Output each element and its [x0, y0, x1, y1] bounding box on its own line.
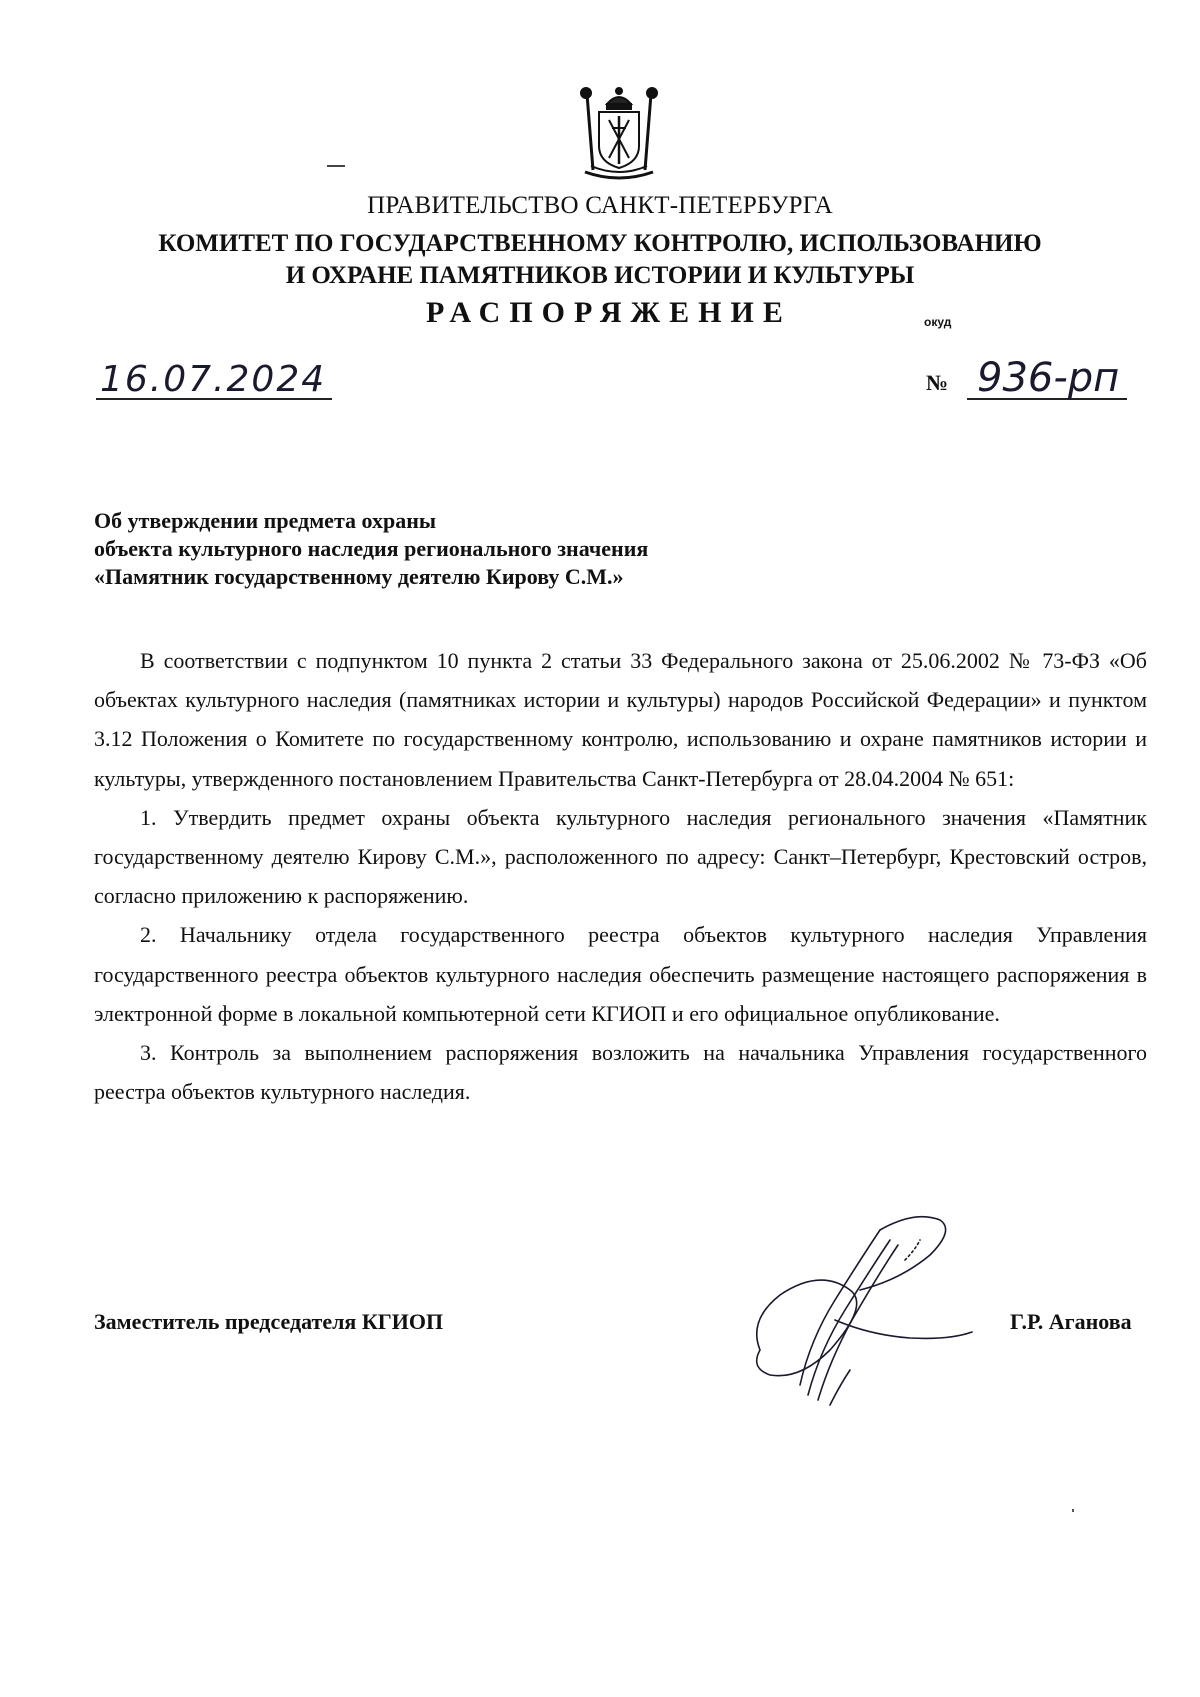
document-title [94, 507, 648, 591]
signer-name: Г.Р. Аганова [1010, 1309, 1132, 1334]
coat-of-arms-icon [577, 84, 661, 184]
document-number: 936-рп [967, 358, 1127, 400]
title-line: объекта культурного наследия регионального значения [94, 536, 649, 561]
preamble-paragraph: В соответствии с подпунктом 10 пункта 2 статьи 33 Федерального закона от 25.06.2002 № 73-ФЗ «Об объектах культурного наследия (памятниках истории и культуры) народов Российской Федерации» и пунктом 3.12 Положения о Комитете по государственному контролю, использованию и охране памятников истории и культуры, утвержденного постановлением Правительства Санкт-Петербурга от 28.04.2004 № 651: [94, 648, 1147, 791]
document-date: 16.07.2024 [96, 362, 332, 400]
signer-position: Заместитель председателя КГИОП [94, 1309, 444, 1334]
handwritten-signature-icon [740, 1200, 980, 1410]
order-item: 1. Утвердить предмет охраны объекта культурного наследия регионального значения «Памятник государственному деятелю Кирову С.М.», расположенного по адресу: Санкт–Петербург, Крестовский остров, согласно приложению к распоряжению. [94, 804, 1147, 909]
scan-mark [1072, 1509, 1074, 1512]
committee-name-line2: И ОХРАНЕ ПАМЯТНИКОВ ИСТОРИИ И КУЛЬТУРЫ [285, 262, 915, 289]
title-line: «Памятник государственному деятелю Кирову С.М.» [94, 564, 624, 589]
okud-label: окуд [924, 315, 952, 329]
document-body [94, 641, 1147, 1111]
number-label: № [926, 370, 949, 395]
document-type: РАСПОРЯЖЕНИЕ [426, 296, 792, 329]
order-item: 3. Контроль за выполнением распоряжения возложить на начальника Управления государственного реестра объектов культурного наследия. [94, 1040, 1147, 1105]
title-line: Об утверждении предмета охраны [94, 508, 437, 533]
scan-mark [327, 165, 345, 167]
committee-name-line1: КОМИТЕТ ПО ГОСУДАРСТВЕННОМУ КОНТРОЛЮ, ИСПОЛЬЗОВАНИЮ [158, 230, 1042, 257]
government-name: ПРАВИТЕЛЬСТВО САНКТ-ПЕТЕРБУРГА [367, 192, 833, 219]
order-item: 2. Начальнику отдела государственного реестра объектов культурного наследия Управления государственного реестра объектов культурного наследия обеспечить размещение настоящего распоряжения в электронной форме в локальной компьютерной сети КГИОП и его официальное опубликование. [94, 922, 1147, 1026]
